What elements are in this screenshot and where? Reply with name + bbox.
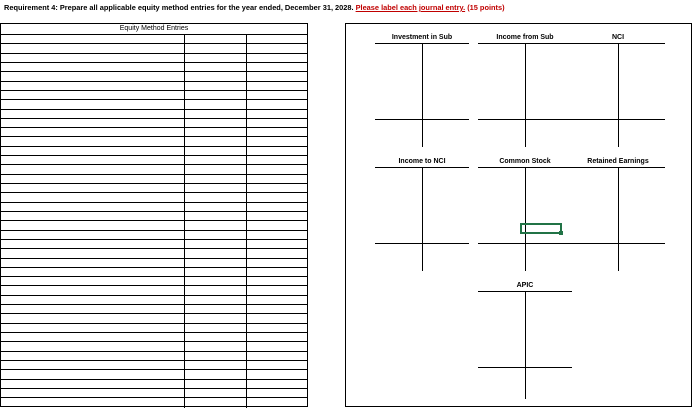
debit-cell[interactable] <box>185 63 247 71</box>
account-cell[interactable] <box>1 63 185 71</box>
debit-cell[interactable] <box>185 296 247 304</box>
debit-cell[interactable] <box>185 82 247 90</box>
credit-cell[interactable] <box>247 156 307 164</box>
account-cell[interactable] <box>1 193 185 201</box>
debit-cell[interactable] <box>185 370 247 378</box>
credit-cell[interactable] <box>247 203 307 211</box>
credit-cell[interactable] <box>247 175 307 183</box>
credit-cell[interactable] <box>247 63 307 71</box>
t-account-divider <box>422 43 423 147</box>
journal-row <box>1 342 307 351</box>
account-cell[interactable] <box>1 128 185 136</box>
journal-row <box>1 35 307 44</box>
debit-cell[interactable] <box>185 35 247 43</box>
debit-cell[interactable] <box>185 259 247 267</box>
journal-row <box>1 119 307 128</box>
credit-cell[interactable] <box>247 352 307 360</box>
t-account-divider <box>525 167 526 271</box>
t-account-title: APIC <box>478 281 572 292</box>
account-cell[interactable] <box>1 370 185 378</box>
debit-cell[interactable] <box>185 361 247 369</box>
debit-cell[interactable] <box>185 147 247 155</box>
requirement-instruction <box>4 2 694 13</box>
credit-cell[interactable] <box>247 35 307 43</box>
journal-row <box>1 249 307 258</box>
credit-cell[interactable] <box>247 240 307 248</box>
journal-row <box>1 221 307 230</box>
journal-row <box>1 398 307 407</box>
t-account-total-line <box>375 119 469 120</box>
account-cell[interactable] <box>1 203 185 211</box>
journal-row <box>1 128 307 137</box>
t-account-divider <box>525 43 526 147</box>
credit-cell[interactable] <box>247 231 307 239</box>
journal-row <box>1 305 307 314</box>
debit-cell[interactable] <box>185 277 247 285</box>
fill-handle[interactable] <box>559 231 563 235</box>
debit-cell[interactable] <box>185 286 247 294</box>
account-cell[interactable] <box>1 324 185 332</box>
journal-row <box>1 110 307 119</box>
credit-cell[interactable] <box>247 296 307 304</box>
account-cell[interactable] <box>1 342 185 350</box>
account-cell[interactable] <box>1 212 185 220</box>
journal-row <box>1 165 307 174</box>
account-cell[interactable] <box>1 137 185 145</box>
account-cell[interactable] <box>1 268 185 276</box>
debit-cell[interactable] <box>185 231 247 239</box>
journal-row <box>1 333 307 342</box>
t-account-total-line <box>478 367 572 368</box>
credit-cell[interactable] <box>247 268 307 276</box>
credit-cell[interactable] <box>247 398 307 407</box>
debit-cell[interactable] <box>185 110 247 118</box>
t-account-income-from-sub[interactable] <box>478 33 572 44</box>
requirement-emphasis: Please label each journal entry. <box>355 3 466 12</box>
journal-row <box>1 314 307 323</box>
t-account-divider <box>525 291 526 399</box>
debit-cell[interactable] <box>185 212 247 220</box>
account-cell[interactable] <box>1 110 185 118</box>
journal-row <box>1 175 307 184</box>
journal-row <box>1 72 307 81</box>
debit-cell[interactable] <box>185 54 247 62</box>
credit-cell[interactable] <box>247 147 307 155</box>
account-cell[interactable] <box>1 380 185 388</box>
credit-cell[interactable] <box>247 82 307 90</box>
journal-row <box>1 54 307 63</box>
journal-row <box>1 389 307 398</box>
t-account-title: Common Stock <box>478 157 572 168</box>
t-account-investment-in-sub[interactable] <box>375 33 469 44</box>
t-account-title: Income to NCI <box>375 157 469 168</box>
journal-row <box>1 324 307 333</box>
debit-cell[interactable] <box>185 249 247 257</box>
credit-cell[interactable] <box>247 100 307 108</box>
journal-row <box>1 156 307 165</box>
credit-cell[interactable] <box>247 184 307 192</box>
debit-cell[interactable] <box>185 165 247 173</box>
account-cell[interactable] <box>1 119 185 127</box>
t-account-common-stock[interactable] <box>478 157 572 168</box>
debit-cell[interactable] <box>185 305 247 313</box>
t-account-income-to-nci[interactable] <box>375 157 469 168</box>
journal-row <box>1 147 307 156</box>
account-cell[interactable] <box>1 286 185 294</box>
credit-cell[interactable] <box>247 128 307 136</box>
account-cell[interactable] <box>1 82 185 90</box>
debit-cell[interactable] <box>185 314 247 322</box>
debit-cell[interactable] <box>185 193 247 201</box>
credit-cell[interactable] <box>247 72 307 80</box>
credit-cell[interactable] <box>247 212 307 220</box>
credit-cell[interactable] <box>247 91 307 99</box>
debit-cell[interactable] <box>185 184 247 192</box>
debit-cell[interactable] <box>185 72 247 80</box>
journal-row <box>1 296 307 305</box>
account-cell[interactable] <box>1 147 185 155</box>
account-cell[interactable] <box>1 361 185 369</box>
journal-row <box>1 212 307 221</box>
t-accounts-panel <box>345 23 692 407</box>
account-cell[interactable] <box>1 44 185 52</box>
debit-cell[interactable] <box>185 380 247 388</box>
selected-cell[interactable] <box>520 223 562 234</box>
account-cell[interactable] <box>1 389 185 397</box>
debit-cell[interactable] <box>185 91 247 99</box>
account-cell[interactable] <box>1 100 185 108</box>
t-account-title: Income from Sub <box>478 33 572 44</box>
debit-cell[interactable] <box>185 137 247 145</box>
t-account-divider <box>618 167 619 271</box>
account-cell[interactable] <box>1 277 185 285</box>
t-account-total-line <box>571 119 665 120</box>
debit-cell[interactable] <box>185 398 247 407</box>
t-account-total-line <box>478 119 572 120</box>
credit-cell[interactable] <box>247 221 307 229</box>
debit-cell[interactable] <box>185 156 247 164</box>
journal-row <box>1 193 307 202</box>
account-cell[interactable] <box>1 305 185 313</box>
journal-row <box>1 203 307 212</box>
debit-cell[interactable] <box>185 389 247 397</box>
t-account-total-line <box>375 243 469 244</box>
t-account-total-line <box>478 243 572 244</box>
debit-cell[interactable] <box>185 203 247 211</box>
credit-cell[interactable] <box>247 259 307 267</box>
debit-cell[interactable] <box>185 128 247 136</box>
journal-row <box>1 286 307 295</box>
journal-title: Equity Method Entries <box>1 24 307 35</box>
journal-row <box>1 361 307 370</box>
account-cell[interactable] <box>1 72 185 80</box>
debit-cell[interactable] <box>185 324 247 332</box>
account-cell[interactable] <box>1 259 185 267</box>
debit-cell[interactable] <box>185 268 247 276</box>
t-account-title: NCI <box>571 33 665 44</box>
credit-cell[interactable] <box>247 249 307 257</box>
t-account-retained-earnings[interactable] <box>571 157 665 168</box>
journal-row <box>1 259 307 268</box>
credit-cell[interactable] <box>247 277 307 285</box>
account-cell[interactable] <box>1 314 185 322</box>
account-cell[interactable] <box>1 398 185 407</box>
account-cell[interactable] <box>1 91 185 99</box>
t-account-title: Retained Earnings <box>571 157 665 168</box>
credit-cell[interactable] <box>247 54 307 62</box>
journal-row <box>1 91 307 100</box>
account-cell[interactable] <box>1 35 185 43</box>
credit-cell[interactable] <box>247 193 307 201</box>
debit-cell[interactable] <box>185 119 247 127</box>
journal-row <box>1 240 307 249</box>
t-account-nci[interactable] <box>571 33 665 44</box>
credit-cell[interactable] <box>247 305 307 313</box>
account-cell[interactable] <box>1 240 185 248</box>
account-cell[interactable] <box>1 54 185 62</box>
credit-cell[interactable] <box>247 380 307 388</box>
journal-row <box>1 277 307 286</box>
account-cell[interactable] <box>1 184 185 192</box>
credit-cell[interactable] <box>247 44 307 52</box>
credit-cell[interactable] <box>247 314 307 322</box>
journal-row <box>1 184 307 193</box>
journal-row <box>1 370 307 379</box>
debit-cell[interactable] <box>185 44 247 52</box>
journal-row <box>1 380 307 389</box>
debit-cell[interactable] <box>185 221 247 229</box>
t-account-apic[interactable] <box>478 281 572 292</box>
credit-cell[interactable] <box>247 119 307 127</box>
account-cell[interactable] <box>1 296 185 304</box>
t-account-divider <box>422 167 423 271</box>
journal-row <box>1 82 307 91</box>
account-cell[interactable] <box>1 156 185 164</box>
journal-row <box>1 137 307 146</box>
account-cell[interactable] <box>1 175 185 183</box>
credit-cell[interactable] <box>247 165 307 173</box>
journal-row <box>1 100 307 109</box>
credit-cell[interactable] <box>247 361 307 369</box>
credit-cell[interactable] <box>247 389 307 397</box>
credit-cell[interactable] <box>247 324 307 332</box>
t-account-total-line <box>571 243 665 244</box>
journal-rows <box>1 35 307 408</box>
account-cell[interactable] <box>1 333 185 341</box>
journal-row <box>1 352 307 361</box>
credit-cell[interactable] <box>247 342 307 350</box>
t-account-divider <box>618 43 619 147</box>
credit-cell[interactable] <box>247 110 307 118</box>
journal-entries-table <box>0 23 308 407</box>
account-cell[interactable] <box>1 221 185 229</box>
journal-row <box>1 268 307 277</box>
journal-row <box>1 231 307 240</box>
requirement-text: Requirement 4: Prepare all applicable equity method entries for the year ended, December 31, 2028. <box>4 3 356 12</box>
t-account-title: Investment in Sub <box>375 33 469 44</box>
credit-cell[interactable] <box>247 286 307 294</box>
credit-cell[interactable] <box>247 137 307 145</box>
credit-cell[interactable] <box>247 333 307 341</box>
debit-cell[interactable] <box>185 240 247 248</box>
debit-cell[interactable] <box>185 175 247 183</box>
journal-row <box>1 44 307 53</box>
requirement-points: (15 points) <box>465 3 505 12</box>
credit-cell[interactable] <box>247 370 307 378</box>
debit-cell[interactable] <box>185 352 247 360</box>
account-cell[interactable] <box>1 165 185 173</box>
debit-cell[interactable] <box>185 100 247 108</box>
account-cell[interactable] <box>1 249 185 257</box>
account-cell[interactable] <box>1 231 185 239</box>
debit-cell[interactable] <box>185 342 247 350</box>
debit-cell[interactable] <box>185 333 247 341</box>
journal-row <box>1 63 307 72</box>
account-cell[interactable] <box>1 352 185 360</box>
